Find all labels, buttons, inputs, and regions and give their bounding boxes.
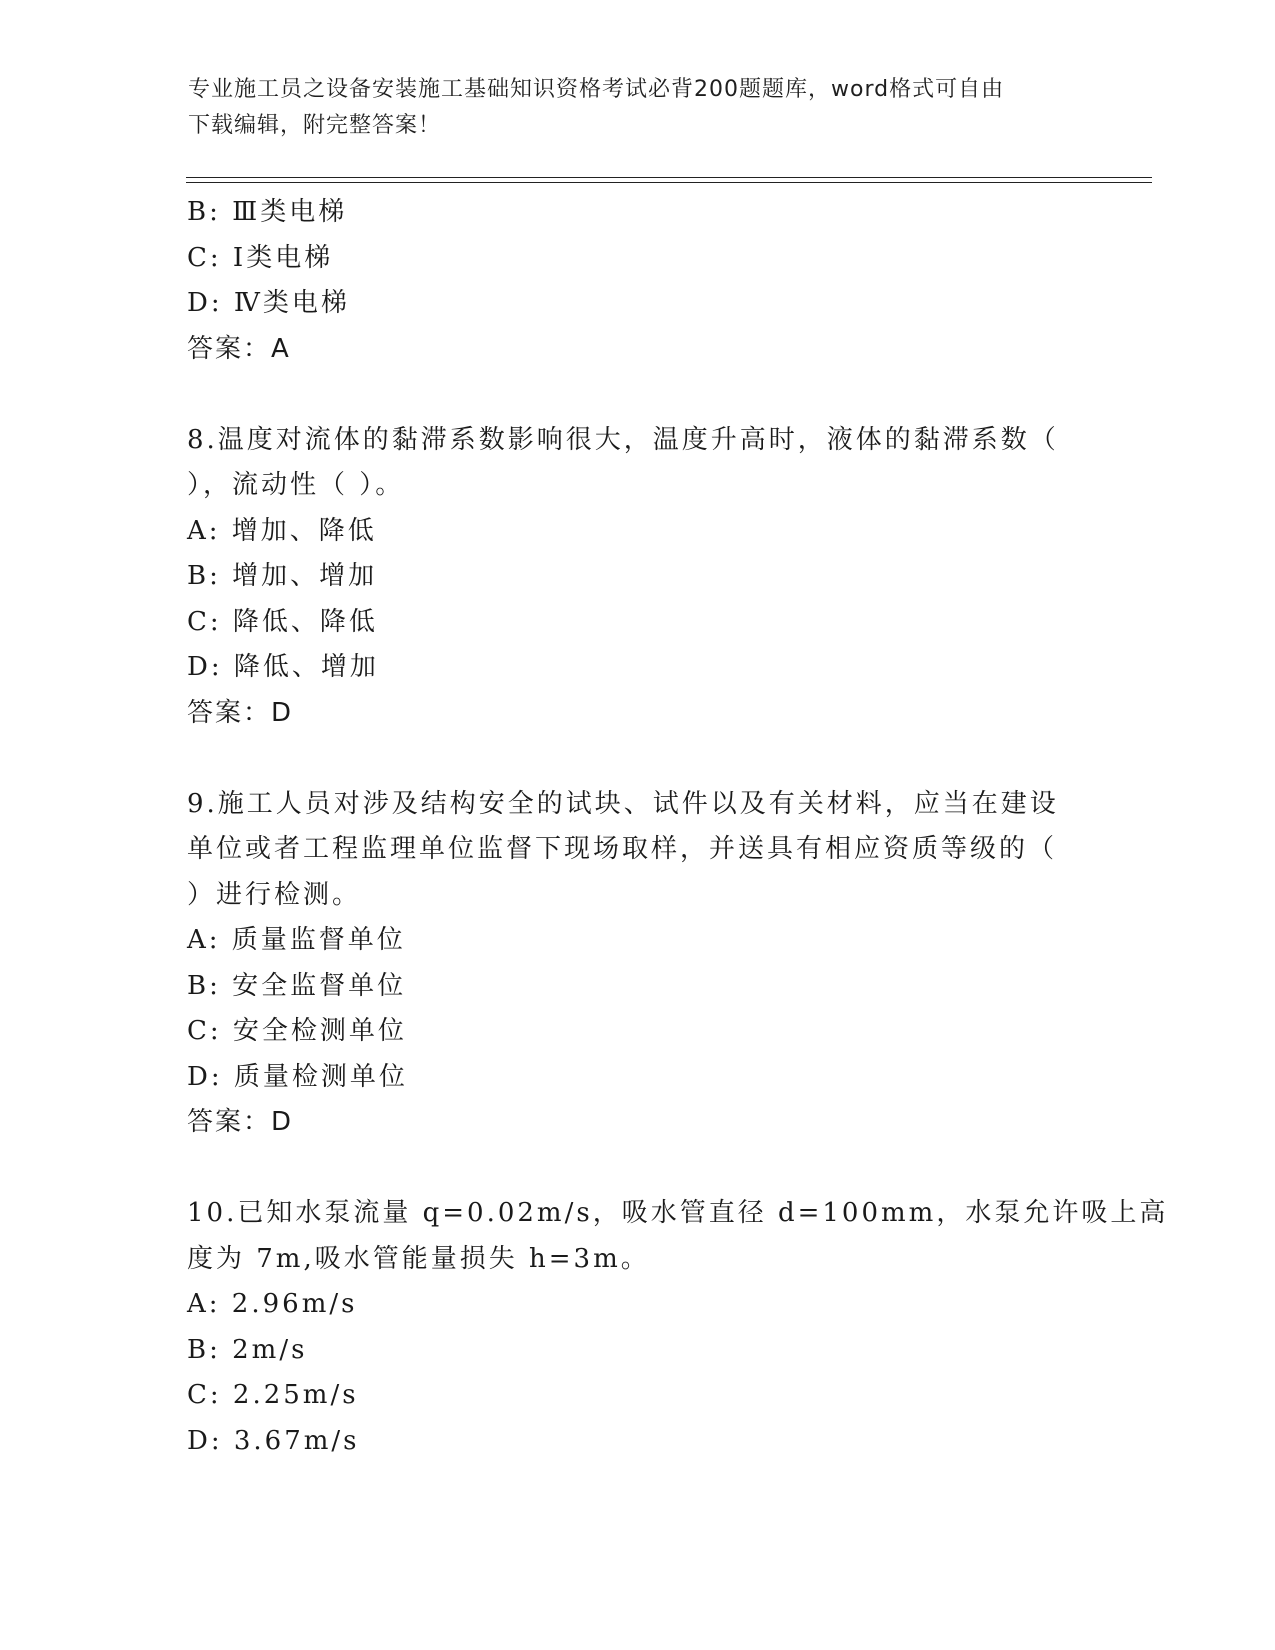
document-header (188, 72, 1068, 144)
header-divider-bottom (186, 182, 1152, 183)
spacer (187, 1146, 1067, 1192)
q9-text-line-2: 单位或者工程监理单位监督下现场取样，并送具有相应资质等级的（ (187, 834, 1058, 864)
q9-text-line-1: 9.施工人员对涉及结构安全的试块、试件以及有关材料，应当在建设 (187, 788, 1059, 819)
header-title-line-2: 下载编辑，附完整答案！ (188, 113, 442, 138)
q10-option-b: B: 2m/s (187, 1334, 308, 1365)
q9-answer: 答案：D (187, 1107, 294, 1137)
q8-option-d: D: 降低、增加 (187, 652, 379, 682)
q9-option-d: D: 质量检测单位 (187, 1061, 408, 1092)
q8-option-c: C: 降低、降低 (187, 606, 378, 637)
q8-option-b: B: 增加、增加 (187, 561, 378, 591)
question-10-block (187, 1191, 1169, 1464)
q10-option-d: D: 3.67m/s (187, 1425, 360, 1456)
q7-option-c: C: Ⅰ类电梯 (187, 242, 334, 273)
q9-option-b: B: 安全监督单位 (187, 970, 407, 1001)
q7-option-d: D: Ⅳ类电梯 (187, 288, 350, 318)
question-8-block (187, 418, 1067, 737)
header-divider-top (186, 177, 1152, 178)
question-9-block (187, 782, 1067, 1146)
q10-option-a: A: 2.96m/s (187, 1289, 358, 1319)
q8-option-a: A: 增加、降低 (187, 515, 377, 546)
q10-text-line-1: 10.已知水泵流量 q=0.02m/s，吸水管直径 d=100mm，水泵允许吸上高 (187, 1198, 1169, 1228)
q8-answer: 答案：D (187, 697, 294, 728)
q10-text-line-2: 度为 7m,吸水管能量损失 h=3m。 (187, 1243, 650, 1274)
q7-option-b: B: Ⅲ类电梯 (187, 197, 348, 227)
q9-option-a: A: 质量监督单位 (187, 925, 406, 955)
spacer (187, 372, 1067, 418)
question-7-block (187, 190, 1067, 372)
q9-option-c: C: 安全检测单位 (187, 1016, 407, 1046)
question-content (187, 190, 1169, 1464)
q8-text-line-2: ），流动性（ ）。 (187, 470, 405, 500)
q8-text-line-1: 8.温度对流体的黏滞系数影响很大，温度升高时，液体的黏滞系数（ (187, 424, 1059, 455)
q9-text-line-3: ）进行检测。 (187, 879, 362, 910)
spacer (187, 736, 1067, 782)
q7-answer: 答案：A (187, 333, 291, 364)
q10-option-c: C: 2.25m/s (187, 1380, 359, 1410)
header-title-line-1: 专业施工员之设备安装施工基础知识资格考试必背200题题库，word格式可自由 (188, 77, 1005, 102)
